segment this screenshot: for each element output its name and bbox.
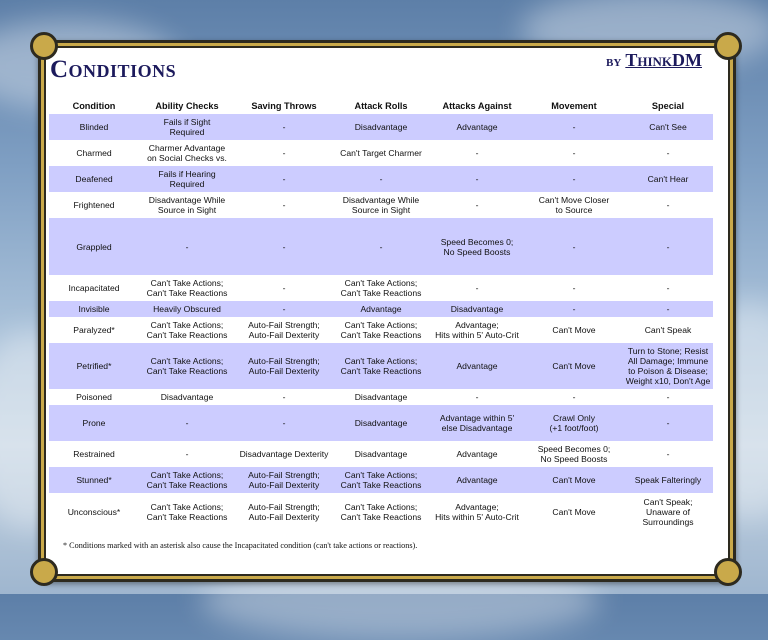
table-row (49, 493, 713, 530)
table-cell: - (525, 275, 623, 301)
column-header: Movement (551, 101, 597, 111)
byline-brand: ThinkDM (625, 50, 702, 70)
table-cell: - (525, 166, 623, 192)
table-cell: Disadvantage (333, 441, 429, 467)
table-cell: - (429, 192, 525, 218)
table-cell: - (623, 192, 713, 218)
table-cell: Disadvantage While Source in Sight (333, 192, 429, 218)
table-cell: Crawl Only (+1 foot/foot) (525, 405, 623, 441)
table-row (49, 441, 713, 467)
table-cell: Can't Move (525, 317, 623, 343)
table-cell: Can't Take Actions; Can't Take Reactions (139, 343, 235, 389)
table-row (49, 389, 713, 405)
table-cell: - (623, 441, 713, 467)
table-cell: Speed Becomes 0; No Speed Boosts (525, 441, 623, 467)
table-row (49, 192, 713, 218)
table-cell: Can't Speak (623, 317, 713, 343)
table-row (49, 114, 713, 140)
table-cell: - (235, 218, 333, 275)
table-cell: Can't Move (525, 493, 623, 530)
table-cell: Can't Take Actions; Can't Take Reactions (139, 275, 235, 301)
table-cell: Disadvantage (429, 301, 525, 317)
table-cell: - (235, 389, 333, 405)
table-cell: - (623, 218, 713, 275)
table-cell: Can't See (623, 114, 713, 140)
table-cell: Can't Take Actions; Can't Take Reactions (333, 317, 429, 343)
table-cell: Speed Becomes 0; No Speed Boosts (429, 218, 525, 275)
conditions-table (49, 98, 713, 530)
table-cell: - (235, 301, 333, 317)
condition-name: Stunned* (49, 467, 139, 493)
condition-name: Invisible (49, 301, 139, 317)
table-cell: Disadvantage (333, 405, 429, 441)
table-cell: Auto-Fail Strength; Auto-Fail Dexterity (235, 343, 333, 389)
table-cell: - (525, 301, 623, 317)
footnote: * Conditions marked with an asterisk also cause the Incapacitated condition (can't take actions or reactions). (63, 541, 418, 550)
condition-name: Restrained (49, 441, 139, 467)
table-cell: - (429, 166, 525, 192)
table-cell: Fails if Sight Required (139, 114, 235, 140)
table-cell: Turn to Stone; Resist All Damage; Immune to Poison & Disease; Weight x10, Don't Age (623, 343, 713, 389)
table-row (49, 405, 713, 441)
table-cell: - (525, 389, 623, 405)
table-cell: Advantage within 5' else Disadvantage (429, 405, 525, 441)
column-header: Ability Checks (155, 101, 219, 111)
byline-prefix: by (606, 53, 626, 70)
condition-name: Petrified* (49, 343, 139, 389)
table-cell: - (139, 218, 235, 275)
table-cell: Can't Take Actions; Can't Take Reactions (139, 493, 235, 530)
table-cell: - (333, 218, 429, 275)
table-cell: Advantage (429, 441, 525, 467)
table-cell: Can't Hear (623, 166, 713, 192)
table-cell: Advantage (429, 114, 525, 140)
table-cell: Disadvantage (333, 114, 429, 140)
table-cell: Can't Take Actions; Can't Take Reactions (333, 343, 429, 389)
table-row (49, 275, 713, 301)
table-cell: - (139, 405, 235, 441)
condition-name: Poisoned (49, 389, 139, 405)
table-cell: - (333, 166, 429, 192)
table-cell: - (235, 275, 333, 301)
column-header: Condition (72, 101, 116, 111)
table-row (49, 301, 713, 317)
table-cell: - (623, 389, 713, 405)
frame-corner-ornament (714, 32, 742, 60)
table-cell: - (235, 114, 333, 140)
table-cell: Can't Take Actions; Can't Take Reactions (333, 493, 429, 530)
condition-name: Frightened (49, 192, 139, 218)
table-cell: Advantage (429, 467, 525, 493)
table-cell: - (623, 140, 713, 166)
table-cell: - (139, 441, 235, 467)
table-cell: Heavily Obscured (139, 301, 235, 317)
table-cell: Speak Falteringly (623, 467, 713, 493)
table-cell: - (429, 389, 525, 405)
condition-name: Grappled (49, 218, 139, 275)
condition-name: Charmed (49, 140, 139, 166)
table-cell: Can't Take Actions; Can't Take Reactions (333, 275, 429, 301)
table-cell: Charmer Advantage on Social Checks vs. (139, 140, 235, 166)
frame-corner-ornament (30, 558, 58, 586)
table-cell: Can't Move (525, 343, 623, 389)
table-cell: - (235, 140, 333, 166)
table-cell: Can't Take Actions; Can't Take Reactions (333, 467, 429, 493)
condition-name: Unconscious* (49, 493, 139, 530)
table-cell: - (623, 275, 713, 301)
table-cell: Advantage; Hits within 5' Auto-Crit (429, 493, 525, 530)
table-row (49, 166, 713, 192)
table-cell: Advantage (429, 343, 525, 389)
table-row (49, 218, 713, 275)
table-cell: - (429, 140, 525, 166)
table-cell: Can't Target Charmer (333, 140, 429, 166)
table-row (49, 467, 713, 493)
table-cell: - (525, 140, 623, 166)
column-header: Attacks Against (442, 101, 512, 111)
condition-name: Paralyzed* (49, 317, 139, 343)
table-cell: Can't Move (525, 467, 623, 493)
table-cell: - (623, 301, 713, 317)
table-cell: - (235, 192, 333, 218)
table-row (49, 317, 713, 343)
table-cell: Advantage (333, 301, 429, 317)
table-cell: Can't Speak; Unaware of Surroundings (623, 493, 713, 530)
table-row (49, 140, 713, 166)
table-cell: Can't Take Actions; Can't Take Reactions (139, 467, 235, 493)
table-row (49, 343, 713, 389)
column-header: Saving Throws (251, 101, 317, 111)
table-cell: - (623, 405, 713, 441)
column-header: Special (651, 101, 685, 111)
condition-name: Incapacitated (49, 275, 139, 301)
condition-name: Blinded (49, 114, 139, 140)
column-header: Attack Rolls (354, 101, 408, 111)
page-title: Conditions (50, 56, 177, 83)
table-cell: Fails if Hearing Required (139, 166, 235, 192)
table-cell: Auto-Fail Strength; Auto-Fail Dexterity (235, 467, 333, 493)
table-cell: Disadvantage While Source in Sight (139, 192, 235, 218)
condition-name: Prone (49, 405, 139, 441)
table-cell: Auto-Fail Strength; Auto-Fail Dexterity (235, 317, 333, 343)
table-cell: Disadvantage (333, 389, 429, 405)
table-cell: - (525, 218, 623, 275)
table-cell: Disadvantage Dexterity (235, 441, 333, 467)
table-cell: Auto-Fail Strength; Auto-Fail Dexterity (235, 493, 333, 530)
author-byline (606, 50, 702, 71)
table-cell: - (235, 166, 333, 192)
table-cell: - (525, 114, 623, 140)
table-header-row (49, 98, 713, 114)
table-cell: - (235, 405, 333, 441)
table-cell: Can't Move Closer to Source (525, 192, 623, 218)
table-cell: - (429, 275, 525, 301)
table-cell: Can't Take Actions; Can't Take Reactions (139, 317, 235, 343)
table-cell: Advantage; Hits within 5' Auto-Crit (429, 317, 525, 343)
condition-name: Deafened (49, 166, 139, 192)
frame-corner-ornament (714, 558, 742, 586)
table-cell: Disadvantage (139, 389, 235, 405)
